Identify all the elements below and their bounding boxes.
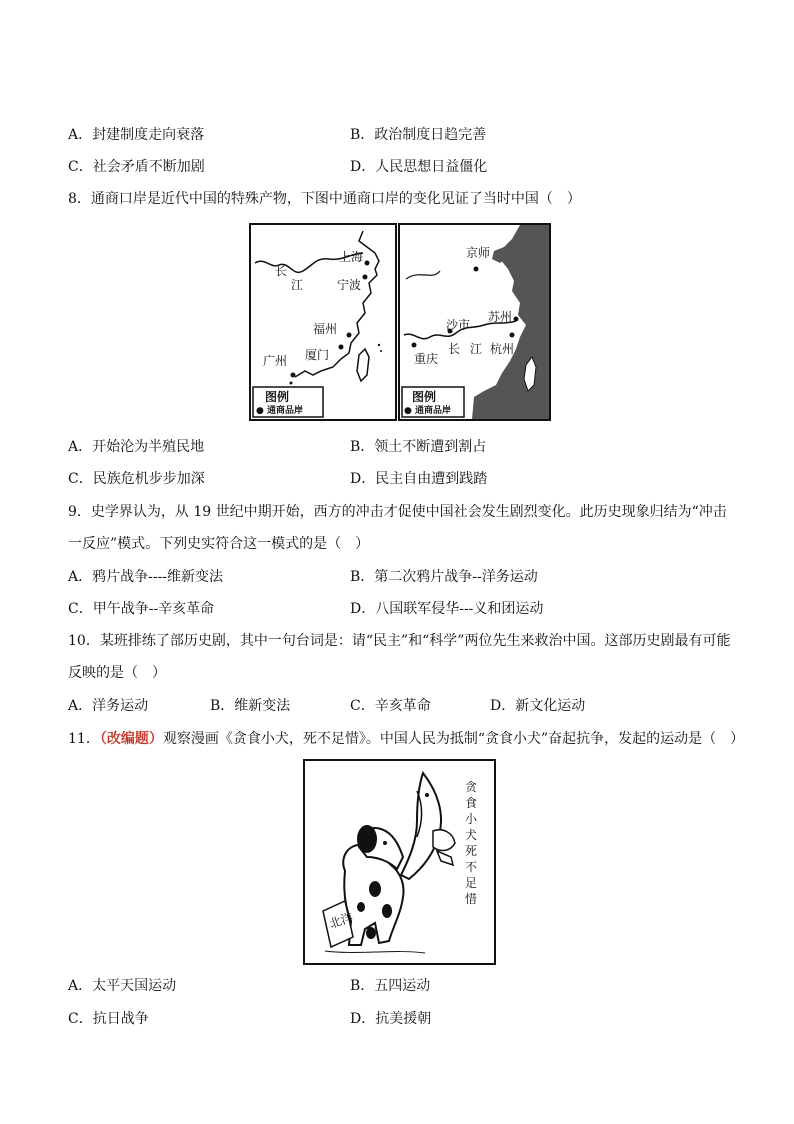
q7-option-b: B．政治制度日趋完善 [350,127,487,143]
caption-char: 贪 [465,780,478,794]
map-right-label-jiang: 江 [470,342,483,356]
caption-char: 惜 [465,892,478,906]
cartoon-sign-text: 北洋 [327,909,355,932]
caption-char: 不 [465,860,478,874]
q9-option-d: D．八国联军侵华---义和团运动 [350,601,544,617]
q8-option-d: D．民主自由遭到践踏 [350,471,488,487]
map-left-legend-item: ● 通商品岸 [256,406,303,416]
caption-char: 足 [465,876,478,890]
q8-option-a: A．开始沦为半殖民地 [68,439,205,455]
map-left-label-ningbo: 宁波 [337,278,362,292]
map-right-legend-title: 图例 [412,390,437,404]
q11-option-c: C．抗日战争 [68,1011,149,1027]
q9-option-b: B．第二次鸦片战争--洋务运动 [350,569,538,585]
q8-option-c: C．民族危机步步加深 [68,471,205,487]
q11-option-a: A．太平天国运动 [68,978,177,994]
q11-option-d: D．抗美援朝 [350,1011,432,1027]
q11-stem [68,730,744,748]
map-left-legend-title: 图例 [265,390,290,404]
q9-option-a: A．鸦片战争----维新变法 [68,569,224,585]
cartoon-greedy-puppy [303,759,496,965]
map-right-label-suzhou: 苏州 [488,310,513,324]
q10-option-b: B．维新变法 [210,698,291,714]
q10-option-d: D．新文化运动 [490,698,586,714]
map-left-label-chang: 长 [275,264,288,278]
caption-char: 犬 [465,828,478,842]
q11-option-b: B．五四运动 [350,978,431,994]
q7-option-a: A．封建制度走向衰落 [68,127,205,143]
q10-stem-line2: 反映的是（ ） [68,665,166,681]
q11-number: 11． [68,731,100,747]
cartoon-vertical-caption [465,780,478,906]
map-right-label-shashi: 沙市 [446,318,471,332]
map-left-label-shanghai: 上海 [339,250,364,264]
map-left-label-xiamen: 厦门 [305,348,330,362]
map-left-label-guangzhou: 广州 [263,354,288,368]
map-right [398,223,551,421]
map-right-legend-item: ● 通商品岸 [404,406,451,416]
q9-option-c: C．甲午战争--辛亥革命 [68,601,215,617]
map-right-label-chongqing: 重庆 [414,352,439,366]
q11-stem-text: 观察漫画《贪食小犬，死不足惜》。中国人民为抵制“贪食小犬”奋起抗争，发起的运动是（ ） [162,731,745,747]
q10-option-a: A．洋务运动 [68,698,149,714]
map-left-label-jiang: 江 [291,278,304,292]
q9-stem-line2: 一反应”模式。下列史实符合这一模式的是（ ） [68,536,370,552]
map-right-label-chang: 长 [448,342,461,356]
map-left-label-fuzhou: 福州 [313,322,338,336]
caption-char: 食 [465,796,478,810]
q8-stem: 8．通商口岸是近代中国的特殊产物，下图中通商口岸的变化见证了当时中国（ ） [68,191,581,207]
map-left [249,223,397,421]
map-right-label-jingshi: 京师 [466,246,491,260]
q7-option-c: C．社会矛盾不断加剧 [68,159,205,175]
q11-adapted-tag: （改编题） [99,731,163,747]
q8-option-b: B．领土不断遭到割占 [350,439,487,455]
q7-option-d: D．人民思想日益僵化 [350,159,488,175]
caption-char: 死 [465,844,478,858]
caption-char: 小 [465,812,478,826]
q10-stem-line1: 10．某班排练了部历史剧，其中一句台词是：请“民主”和“科学”两位先生来救治中国。这部历史剧最有可能 [68,633,731,649]
map-right-label-hangzhou: 杭州 [490,342,515,356]
q10-option-c: C．辛亥革命 [350,698,431,714]
q9-stem-line1: 9．史学界认为，从 19 世纪中期开始，西方的冲击才促使中国社会发生剧烈变化。此历史现象归结为“冲击 [68,504,727,520]
